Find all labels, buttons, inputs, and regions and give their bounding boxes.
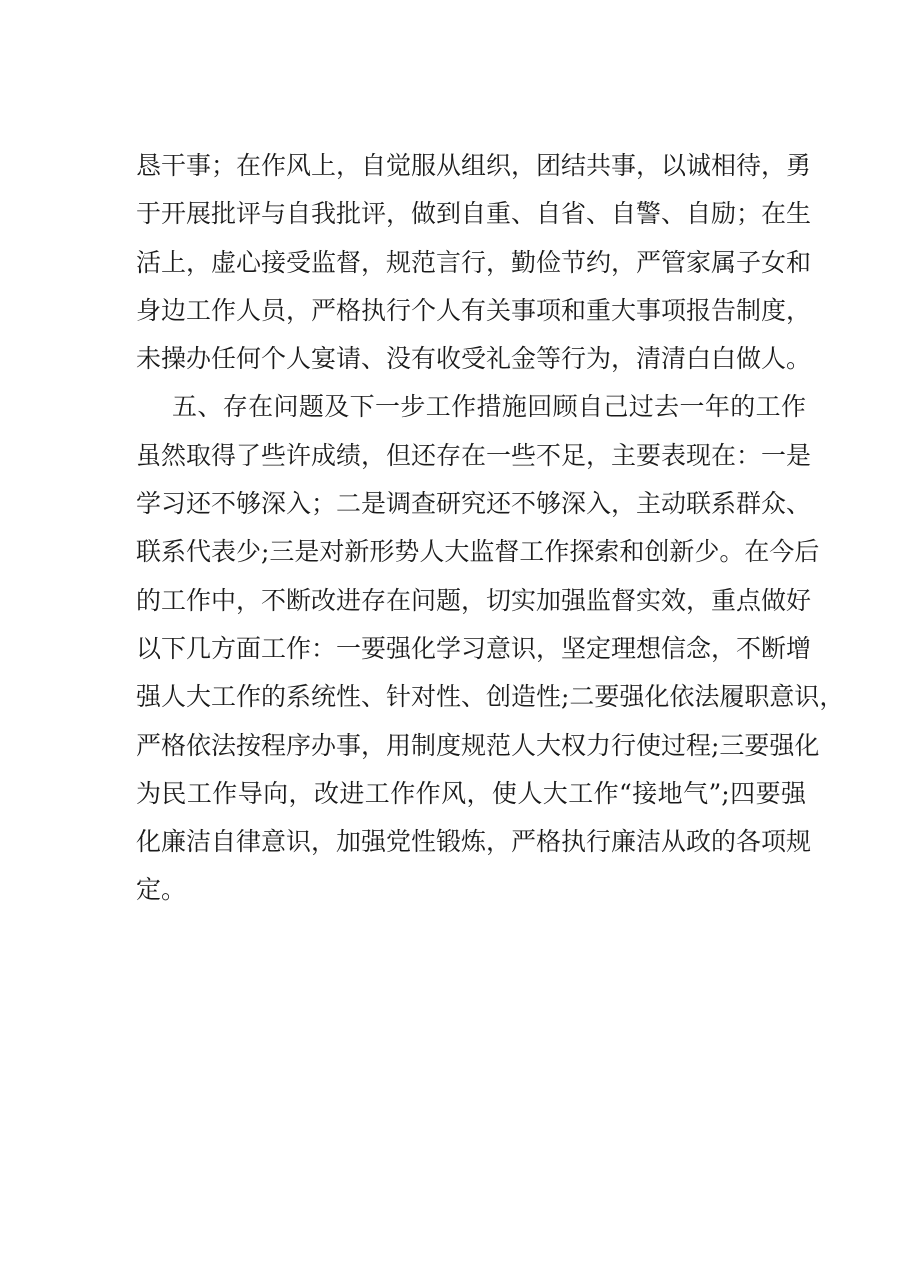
text-line: 定。 <box>136 875 187 905</box>
text-line: 以下几方面工作：一要强化学习意识，坚定理想信念，不断增 <box>136 633 812 663</box>
text-line: 身边工作人员，严格执行个人有关事项和重大事项报告制度， <box>136 295 812 325</box>
text-line: 未操办任何个人宴请、没有收受礼金等行为，清清白白做人。 <box>136 344 812 374</box>
text-line: 的工作中，不断改进存在问题，切实加强监督实效，重点做好 <box>136 585 812 615</box>
text-line: 虽然取得了些许成绩，但还存在一些不足，主要表现在：一是 <box>136 440 812 470</box>
text-line: 联系代表少;三是对新形势人大监督工作探索和创新少。在今后 <box>136 537 820 567</box>
text-line: 严格依法按程序办事，用制度规范人大权力行使过程;三要强化 <box>136 730 820 760</box>
section-heading-line: 五、存在问题及下一步工作措施回顾自己过去一年的工作 <box>172 392 806 422</box>
text-line: 于开展批评与自我批评，做到自重、自省、自警、自励；在生 <box>136 199 812 229</box>
text-line: 学习还不够深入；二是调查研究还不够深入，主动联系群众、 <box>136 489 812 519</box>
text-line: 为民工作导向，改进工作作风，使人大工作“接地气”;四要强 <box>136 778 806 808</box>
body-text <box>136 142 845 915</box>
text-line: 活上，虚心接受监督，规范言行，勤俭节约，严管家属子女和 <box>136 247 812 277</box>
text-line: 化廉洁自律意识，加强党性锻炼，严格执行廉洁从政的各项规 <box>136 827 812 857</box>
text-line: 恳干事；在作风上，自觉服从组织，团结共事，以诚相待，勇 <box>136 151 812 180</box>
text-line: 强人大工作的系统性、针对性、创造性;二要强化依法履职意识， <box>136 682 845 712</box>
